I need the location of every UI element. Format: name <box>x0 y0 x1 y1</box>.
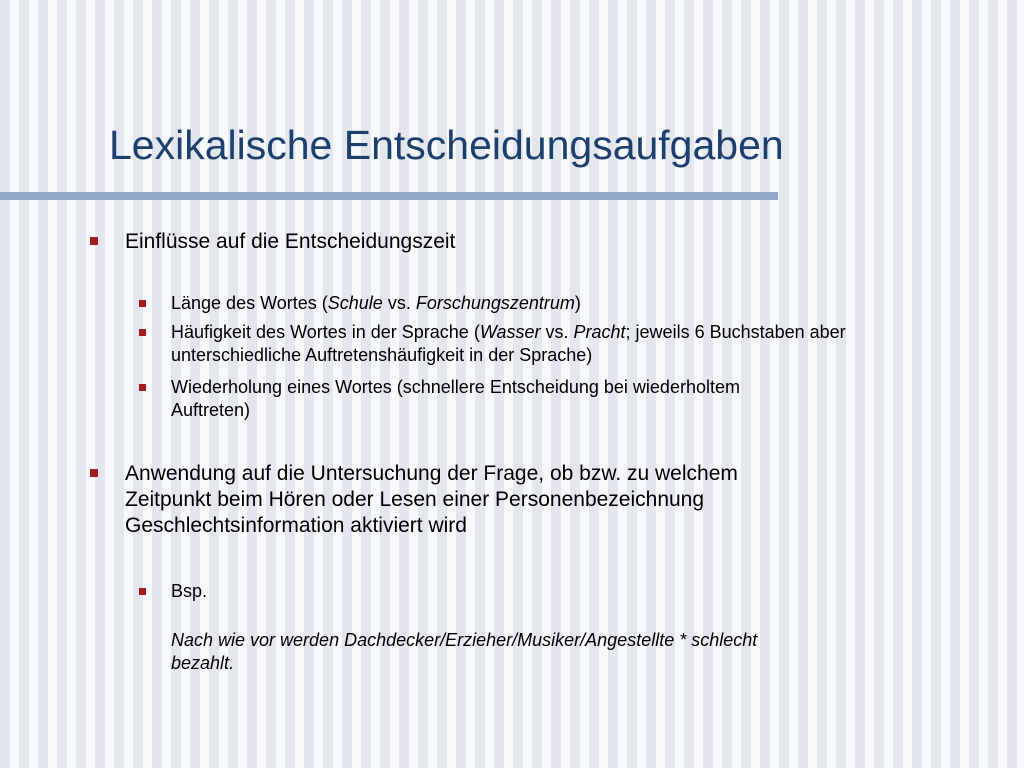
example-word: Wasser <box>479 322 541 342</box>
bullet-influences <box>125 229 945 255</box>
bullet-line: Anwendung auf die Untersuchung der Frage, ob bzw. zu welchem <box>125 462 738 485</box>
sub-bullet-text: vs. <box>382 293 416 313</box>
example-label: Bsp. <box>171 581 208 601</box>
sub-bullet-word-frequency <box>171 321 976 367</box>
title-underline <box>0 192 778 200</box>
bullet-influences-text: Einflüsse auf die Entscheidungszeit <box>125 230 456 253</box>
example-line: Nach wie vor werden Dachdecker/Erzieher/Musiker/Angestellte * schlecht <box>171 630 758 650</box>
example-sentence <box>171 629 951 675</box>
sub-bullet-example <box>171 580 991 603</box>
bullet-line: Zeitpunkt beim Hören oder Lesen einer Personenbezeichnung <box>125 488 705 511</box>
sub-bullet-text: ; jeweils 6 Buchstaben aber unterschiedliche Auftretenshäufigkeit in der Sprache) <box>171 322 846 365</box>
example-word: Schule <box>327 293 383 313</box>
bullet-application <box>125 461 945 539</box>
slide-title: Lexikalische Entscheidungsaufgaben <box>109 122 784 168</box>
sub-bullet-text: Länge des Wortes ( <box>171 293 328 313</box>
sub-bullet-text: ) <box>574 293 581 313</box>
bullet-line: Geschlechtsinformation aktiviert wird <box>125 514 467 537</box>
sub-bullet-line: Auftreten) <box>171 400 251 420</box>
example-line: bezahlt. <box>171 653 235 673</box>
sub-bullet-text: Häufigkeit des Wortes in der Sprache ( <box>171 322 480 342</box>
sub-bullet-word-length <box>171 292 991 315</box>
example-word: Forschungszentrum <box>415 293 575 313</box>
sub-bullet-line: Wiederholung eines Wortes (schnellere Entscheidung bei wiederholtem <box>171 377 740 397</box>
example-word: Pracht <box>573 322 626 342</box>
sub-bullet-repetition <box>171 376 991 422</box>
sub-bullet-text: vs. <box>540 322 574 342</box>
